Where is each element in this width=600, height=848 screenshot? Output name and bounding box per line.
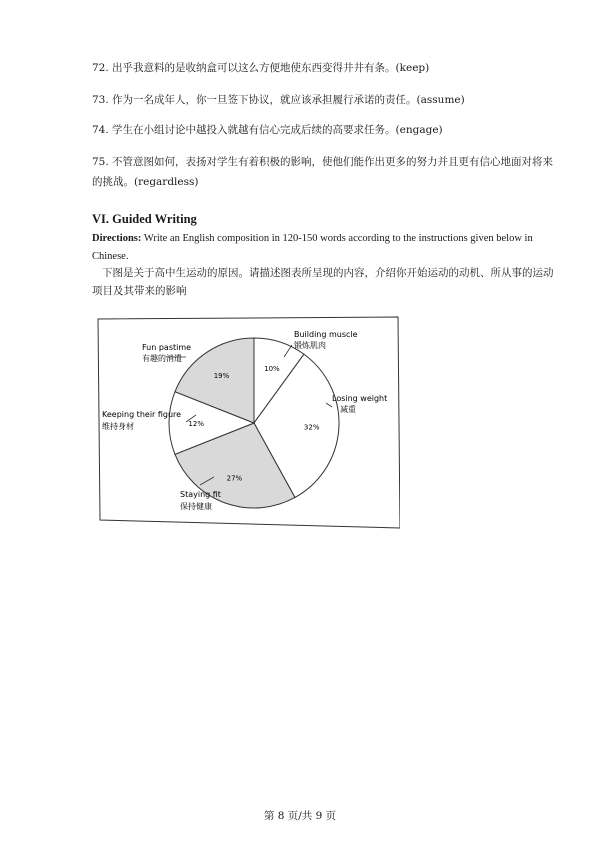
pie-percent-label: 12% — [188, 420, 204, 428]
label-keeping-figure-en: Keeping their figure — [102, 410, 182, 419]
pie-percent-label: 27% — [226, 474, 243, 483]
page-footer: 第 8 页/共 9 页 — [263, 810, 337, 822]
question-text: 作为一名成年人，你一旦签下协议，就应该承担履行承诺的责任。(assume) — [112, 94, 465, 106]
directions-label: Directions: — [92, 233, 142, 244]
question-72 — [92, 58, 562, 78]
question-73 — [92, 90, 562, 110]
question-text: 出乎我意料的是收纳盒可以这么方便地使东西变得井井有条。(keep) — [112, 62, 430, 74]
chinese-instructions: 下图是关于高中生运动的原因。请描述图表所呈现的内容，介绍你开始运动的动机、所从事的运动项目及其带来的影响 — [92, 267, 554, 297]
label-building-muscle-en: Building muscle — [294, 330, 358, 339]
label-losing-weight-en: Losing weight — [332, 394, 388, 403]
label-fun-pastime-cn: 有趣的消遣 — [142, 354, 182, 363]
pie-percent-label: 19% — [213, 372, 230, 381]
pie-percent-label: 32% — [303, 423, 320, 432]
label-losing-weight-cn: 减重 — [340, 405, 356, 414]
pie-chart — [96, 315, 400, 530]
label-staying-fit-en: Staying fit — [180, 490, 221, 499]
label-staying-fit-cn: 保持健康 — [180, 502, 212, 511]
question-75 — [92, 152, 562, 192]
pie-percent-label: 10% — [264, 365, 280, 373]
question-text: 不管意图如何，表扬对学生有着积极的影响，使他们能作出更多的努力并且更有信心地面对将来的挑战。(regardless) — [92, 156, 554, 188]
label-keeping-figure-cn: 维持身材 — [102, 422, 134, 431]
label-fun-pastime-en: Fun pastime — [142, 343, 192, 352]
question-74 — [92, 120, 562, 140]
label-building-muscle-cn: 锻炼肌肉 — [294, 341, 326, 350]
section-title: VI. Guided Writing — [92, 212, 197, 226]
question-number: 72. — [92, 62, 109, 74]
directions-text: Write an English composition in 120-150 words according to the instructions given below in Chinese. — [92, 233, 533, 262]
question-number: 73. — [92, 94, 109, 106]
directions — [92, 230, 560, 266]
question-number: 74. — [92, 124, 109, 136]
pie-chart-figure — [96, 315, 400, 530]
question-text: 学生在小组讨论中越投入就越有信心完成后续的高要求任务。(engage) — [112, 124, 443, 136]
question-number: 75. — [92, 156, 109, 168]
